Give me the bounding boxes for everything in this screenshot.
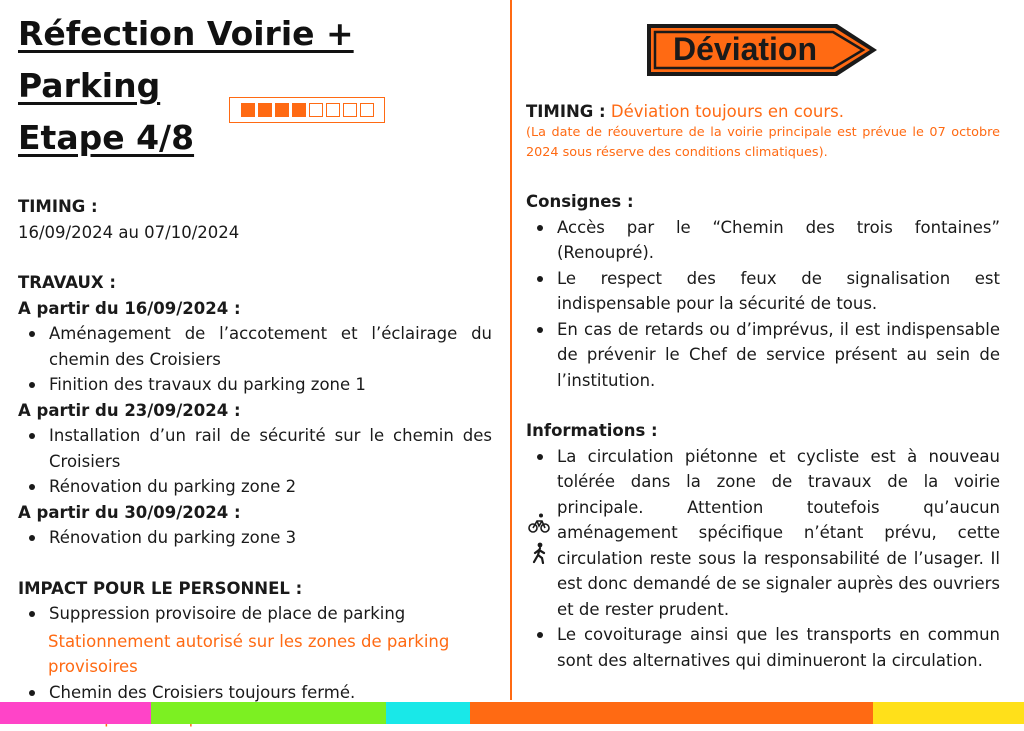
right-column xyxy=(526,101,1000,673)
step-progress-indicator xyxy=(229,97,385,123)
list-item: Accès par le “Chemin des trois fontaines” (Renoupré). xyxy=(526,215,1000,266)
color-bar-segment xyxy=(873,702,1024,724)
progress-step-pending xyxy=(309,103,323,117)
informations-list xyxy=(526,444,1000,674)
timing-heading: TIMING : xyxy=(18,197,98,216)
cyclist-icon xyxy=(528,512,550,534)
travaux-list xyxy=(18,525,492,551)
color-bar-segment xyxy=(470,702,873,724)
travaux-list xyxy=(18,423,492,500)
timing-value: 16/09/2024 au 07/10/2024 xyxy=(18,222,240,242)
informations-heading: Informations : xyxy=(526,421,658,440)
right-timing: TIMING : Déviation toujours en cours. xyxy=(526,102,844,121)
travaux-date: A partir du 30/09/2024 : xyxy=(18,502,241,522)
consignes-list xyxy=(526,215,1000,394)
progress-step-done xyxy=(275,103,289,117)
list-item: Chemin des Croisiers toujours fermé. xyxy=(18,680,492,706)
list-item: Le covoiturage ainsi que les transports en commun sont des alternatives qui diminueront la circulation. xyxy=(526,622,1000,673)
consignes-heading: Consignes : xyxy=(526,192,634,211)
impact-note: Stationnement autorisé sur les zones de parking provisoires xyxy=(48,631,450,676)
color-bar-segment xyxy=(0,702,151,724)
travaux-heading: TRAVAUX : xyxy=(18,273,116,292)
progress-step-pending xyxy=(326,103,340,117)
travaux-date: A partir du 23/09/2024 : xyxy=(18,400,241,420)
list-item: Finition des travaux du parking zone 1 xyxy=(18,372,492,398)
travaux-date: A partir du 16/09/2024 : xyxy=(18,298,241,318)
list-item: Aménagement de l’accotement et l’éclairage du chemin des Croisiers xyxy=(18,321,492,372)
pedestrian-icon xyxy=(528,542,550,564)
progress-step-done xyxy=(258,103,272,117)
color-bar-segment xyxy=(151,702,386,724)
progress-step-done xyxy=(241,103,255,117)
deviation-sign xyxy=(643,18,883,82)
list-item: La circulation piétonne et cycliste est à nouveau tolérée dans la zone de travaux de la voirie principale. Attention toutefois qu’aucun aménagement spécifique n’étant prévu, cette circulation reste sous la responsabilité de l’usager. Il est donc demandé de se signaler auprès des ouvriers et de rester prudent. xyxy=(526,444,1000,623)
timing-note: (La date de réouverture de la voirie principale est prévue le 07 octobre 2024 sous réserve des conditions climatiques). xyxy=(526,125,1000,160)
progress-step-pending xyxy=(343,103,357,117)
page-title: Réfection Voirie + Parking Etape 4/8 xyxy=(18,14,354,157)
color-bar-segment xyxy=(386,702,470,724)
progress-step-pending xyxy=(360,103,374,117)
column-divider xyxy=(510,0,512,700)
progress-step-done xyxy=(292,103,306,117)
travaux-list xyxy=(18,321,492,398)
impact-list xyxy=(18,601,492,627)
list-item: Installation d’un rail de sécurité sur le chemin des Croisiers xyxy=(18,423,492,474)
list-item: Rénovation du parking zone 3 xyxy=(18,525,492,551)
impact-heading: IMPACT POUR LE PERSONNEL : xyxy=(18,578,303,598)
list-item: Rénovation du parking zone 2 xyxy=(18,474,492,500)
list-item: En cas de retards ou d’imprévus, il est indispensable de prévenir le Chef de service présent au sein de l’institution. xyxy=(526,317,1000,394)
timing-status: Déviation toujours en cours. xyxy=(610,102,844,121)
deviation-sign-label: Déviation xyxy=(672,31,818,67)
list-item: Le respect des feux de signalisation est indispensable pour la sécurité de tous. xyxy=(526,266,1000,317)
list-item: Suppression provisoire de place de parking xyxy=(18,601,492,627)
